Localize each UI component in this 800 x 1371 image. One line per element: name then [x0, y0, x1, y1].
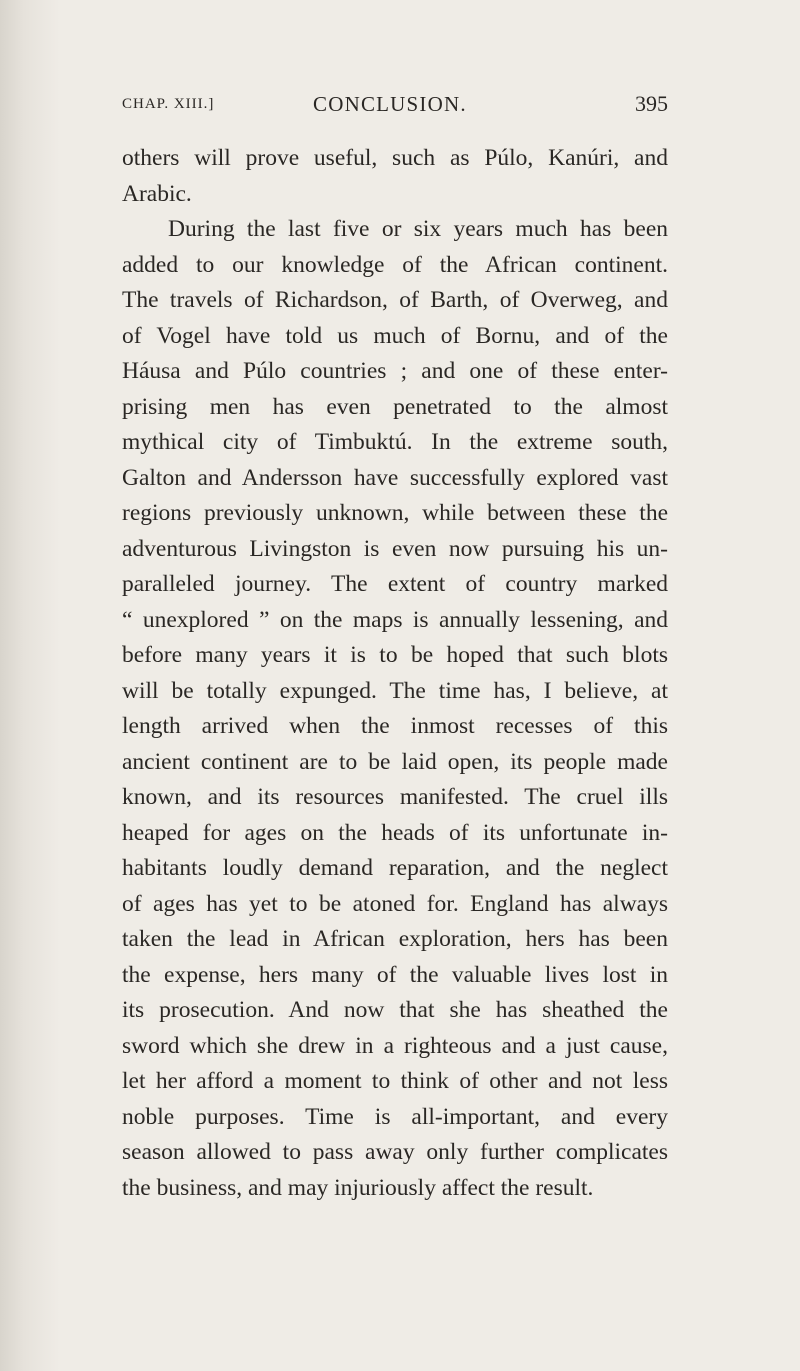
chapter-label: CHAP. XIII.] [122, 96, 215, 112]
text-line: paralleled journey. The extent of country marked [122, 571, 668, 597]
text-line: Galton and Andersson have successfully explored vast [122, 464, 668, 491]
text-line: adventurous Livingston is even now pursuing his un- [122, 535, 668, 562]
running-head [122, 90, 668, 120]
text-line: before many years it is to be hoped that such blots [122, 642, 668, 668]
text-line: added to our knowledge of the African continent. [122, 251, 668, 278]
text-line: sword which she drew in a righteous and a just cause, [122, 1032, 668, 1059]
text-line: will be totally expunged. The time has, I believe, at [122, 677, 668, 704]
text-line: Arabic. [122, 180, 192, 207]
text-line: ancient continent are to be laid open, its people made [122, 748, 668, 775]
text-line: regions previously unknown, while between these the [122, 500, 668, 526]
text-line: During the last five or six years much has been [168, 216, 668, 242]
text-line: of ages has yet to be atoned for. England has always [122, 890, 668, 917]
text-line: prising men has even penetrated to the almost [122, 393, 668, 420]
text-line: season allowed to pass away only further complicates [122, 1139, 668, 1165]
running-title: CONCLUSION. [313, 92, 467, 116]
text-line: habitants loudly demand reparation, and the neglect [122, 855, 668, 881]
text-line: “ unexplored ” on the maps is annually lessening, and [122, 606, 668, 633]
text-line: others will prove useful, such as Púlo, Kanúri, and [122, 145, 668, 171]
text-line: noble purposes. Time is all-important, and every [122, 1103, 668, 1130]
text-line: known, and its resources manifested. The cruel ills [122, 784, 668, 810]
page-gutter-shadow [0, 0, 60, 1371]
page-number: 395 [635, 91, 668, 116]
text-line: mythical city of Timbuktú. In the extreme south, [122, 429, 668, 455]
body-text [122, 141, 668, 1206]
text-line: length arrived when the inmost recesses of this [122, 713, 668, 739]
text-line: its prosecution. And now that she has sheathed the [122, 997, 668, 1023]
text-line: the business, and may injuriously affect the result. [122, 1174, 594, 1201]
text-line: let her afford a moment to think of other and not less [122, 1068, 668, 1094]
text-line: of Vogel have told us much of Bornu, and of the [122, 322, 668, 349]
text-line: The travels of Richardson, of Barth, of Overweg, and [122, 287, 668, 313]
text-line: taken the lead in African exploration, hers has been [122, 926, 668, 952]
text-line: the expense, hers many of the valuable lives lost in [122, 961, 668, 988]
text-line: Háusa and Púlo countries ; and one of these enter- [122, 358, 668, 384]
text-line: heaped for ages on the heads of its unfortunate in- [122, 819, 668, 846]
